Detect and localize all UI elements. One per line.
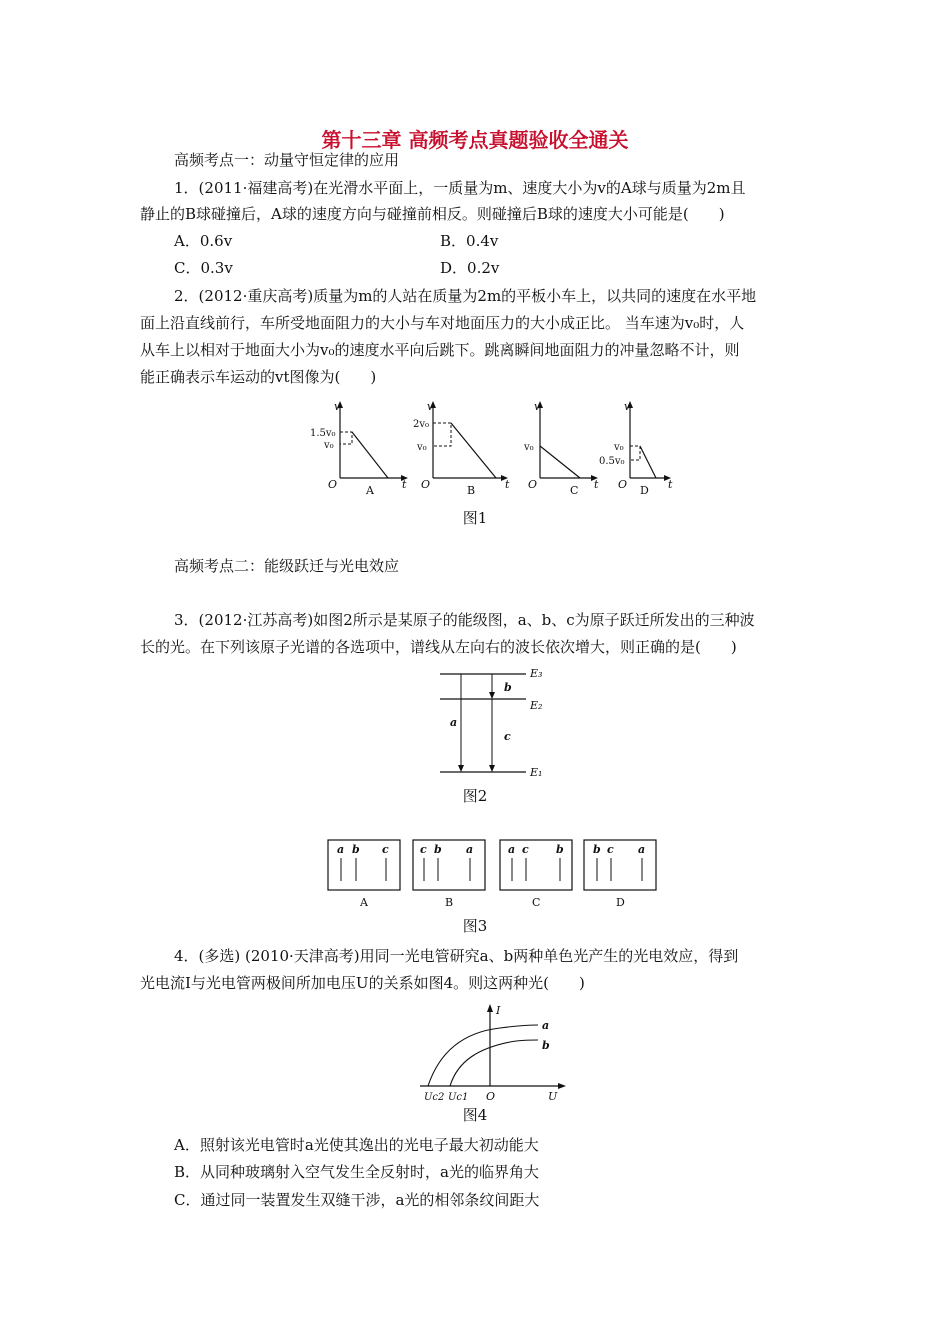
fig1-a-axis-v: v — [334, 400, 341, 413]
fig3-b-label: B — [445, 896, 454, 909]
fig3-panel-d — [584, 840, 656, 909]
fig1-d-axis-v: v — [624, 400, 631, 413]
fig4-curve-a: a — [542, 1019, 550, 1032]
fig3-panel-c — [500, 840, 572, 909]
q1-option-b: B．0.4v — [440, 232, 499, 250]
fig1-d-ylabel-2: 0.5v₀ — [599, 456, 625, 467]
fig1-d-origin: O — [618, 478, 628, 491]
fig3-c-label: C — [532, 896, 541, 909]
figure-4-caption: 图4 — [462, 1106, 488, 1124]
fig3-a-label: A — [360, 896, 368, 909]
fig1-b-ylabel-2: v₀ — [417, 442, 427, 453]
fig2-transition-b: b — [504, 681, 512, 694]
fig1-b-axis-v: v — [427, 400, 434, 413]
fig1-b-label: B — [467, 484, 476, 497]
fig3-d-line-1: b — [593, 843, 601, 856]
q3-line-2: 长的光。在下列该原子光谱的各选项中，谱线从左向右的波长依次增大，则正确的是( ) — [140, 638, 737, 656]
figure-1-caption: 图1 — [462, 509, 488, 527]
fig1-a-ylabel-1: 1.5v₀ — [310, 428, 336, 439]
fig1-b-ylabel-1: 2v₀ — [413, 419, 430, 430]
fig4-origin: O — [486, 1090, 496, 1103]
fig1-c-ylabel-1: v₀ — [524, 442, 534, 453]
fig1-panel-a — [310, 400, 408, 497]
fig3-c-line-1: a — [508, 843, 516, 856]
figure-3-spectra — [320, 836, 670, 911]
fig1-c-axis-t: t — [594, 478, 599, 491]
fig3-d-line-3: a — [638, 843, 646, 856]
fig1-d-ylabel-1: v₀ — [614, 442, 624, 453]
q2-line-4: 能正确表示车运动的vt图像为( ) — [140, 368, 377, 386]
figure-3-caption: 图3 — [462, 917, 488, 935]
fig3-a-line-3: c — [382, 843, 389, 856]
fig3-d-line-2: c — [607, 843, 614, 856]
q4-option-c: C．通过同一装置发生双缝干涉，a光的相邻条纹间距大 — [174, 1191, 540, 1209]
fig4-curve-b: b — [542, 1039, 550, 1052]
fig1-c-origin: O — [528, 478, 538, 491]
section-heading-1: 高频考点一：动量守恒定律的应用 — [174, 151, 400, 169]
q4-option-a: A．照射该光电管时a光使其逸出的光电子最大初动能大 — [174, 1136, 539, 1154]
q2-line-3: 从车上以相对于地面大小为v₀的速度水平向后跳下。跳离瞬间地面阻力的冲量忽略不计，则 — [140, 341, 740, 359]
fig3-c-line-2: c — [522, 843, 529, 856]
q2-line-2: 面上沿直线前行，车所受地面阻力的大小与车对地面压力的大小成正比。 当车速为v₀时，人 — [140, 314, 745, 332]
fig1-b-axis-t: t — [505, 478, 510, 491]
q4-line-2: 光电流I与光电管两极间所加电压U的关系如图4。则这两种光( ) — [140, 974, 585, 992]
fig1-panel-b — [413, 400, 510, 497]
fig1-panel-d — [599, 400, 673, 497]
fig1-c-label: C — [570, 484, 579, 497]
fig1-a-ylabel-2: v₀ — [324, 440, 334, 451]
fig1-d-label: D — [640, 484, 649, 497]
q1-line-1: 1．(2011·福建高考)在光滑水平面上，一质量为m、速度大小为v的A球与质量为2m且 — [174, 179, 746, 197]
section-heading-2: 高频考点二：能级跃迁与光电效应 — [174, 557, 400, 575]
fig3-b-line-1: c — [420, 843, 427, 856]
fig4-axis-i: I — [496, 1004, 501, 1017]
fig2-level-e3: E₃ — [530, 667, 543, 680]
fig3-b-line-2: b — [434, 843, 442, 856]
q3-line-1: 3．(2012·江苏高考)如图2所示是某原子的能级图，a、b、c为原子跃迁所发出的三种波 — [174, 611, 755, 629]
fig1-a-label: A — [366, 484, 374, 497]
fig3-a-line-2: b — [352, 843, 360, 856]
fig1-a-axis-t: t — [402, 478, 407, 491]
fig3-panel-a — [328, 840, 400, 909]
fig1-b-origin: O — [421, 478, 431, 491]
fig4-axis-u: U — [548, 1090, 558, 1103]
fig2-transition-c: c — [504, 730, 511, 743]
q1-line-2: 静止的B球碰撞后，A球的速度方向与碰撞前相反。则碰撞后B球的速度大小可能是( ) — [140, 205, 725, 223]
q2-line-1: 2．(2012·重庆高考)质量为m的人站在质量为2m的平板小车上，以共同的速度在水平地 — [174, 287, 757, 305]
q1-option-c: C．0.3v — [174, 259, 233, 277]
fig3-b-line-3: a — [466, 843, 474, 856]
figure-1-vt-graphs — [300, 396, 680, 506]
fig3-panel-b — [413, 840, 485, 909]
fig1-a-origin: O — [328, 478, 338, 491]
fig3-c-line-3: b — [556, 843, 564, 856]
fig2-level-e2: E₂ — [530, 699, 543, 712]
fig1-d-axis-t: t — [668, 478, 673, 491]
fig3-d-label: D — [616, 896, 625, 909]
q1-option-a: A．0.6v — [174, 232, 233, 250]
page-title: 第十三章 高频考点真题验收全通关 — [321, 128, 629, 152]
figure-4-iu-graph — [410, 1000, 580, 1104]
q1-option-d: D．0.2v — [440, 259, 500, 277]
fig4-uc2: Uc2 — [424, 1092, 445, 1103]
figure-2-energy-levels — [420, 664, 560, 784]
fig2-level-e1: E₁ — [530, 766, 543, 779]
q4-option-b: B．从同种玻璃射入空气发生全反射时，a光的临界角大 — [174, 1163, 539, 1181]
fig3-a-line-1: a — [337, 843, 345, 856]
fig4-uc1: Uc1 — [448, 1092, 469, 1103]
fig2-transition-a: a — [450, 716, 458, 729]
fig1-c-axis-v: v — [534, 400, 541, 413]
fig1-panel-c — [523, 400, 599, 497]
q4-line-1: 4．(多选) (2010·天津高考)用同一光电管研究a、b两种单色光产生的光电效应，得到 — [174, 947, 739, 965]
figure-2-caption: 图2 — [462, 787, 488, 805]
